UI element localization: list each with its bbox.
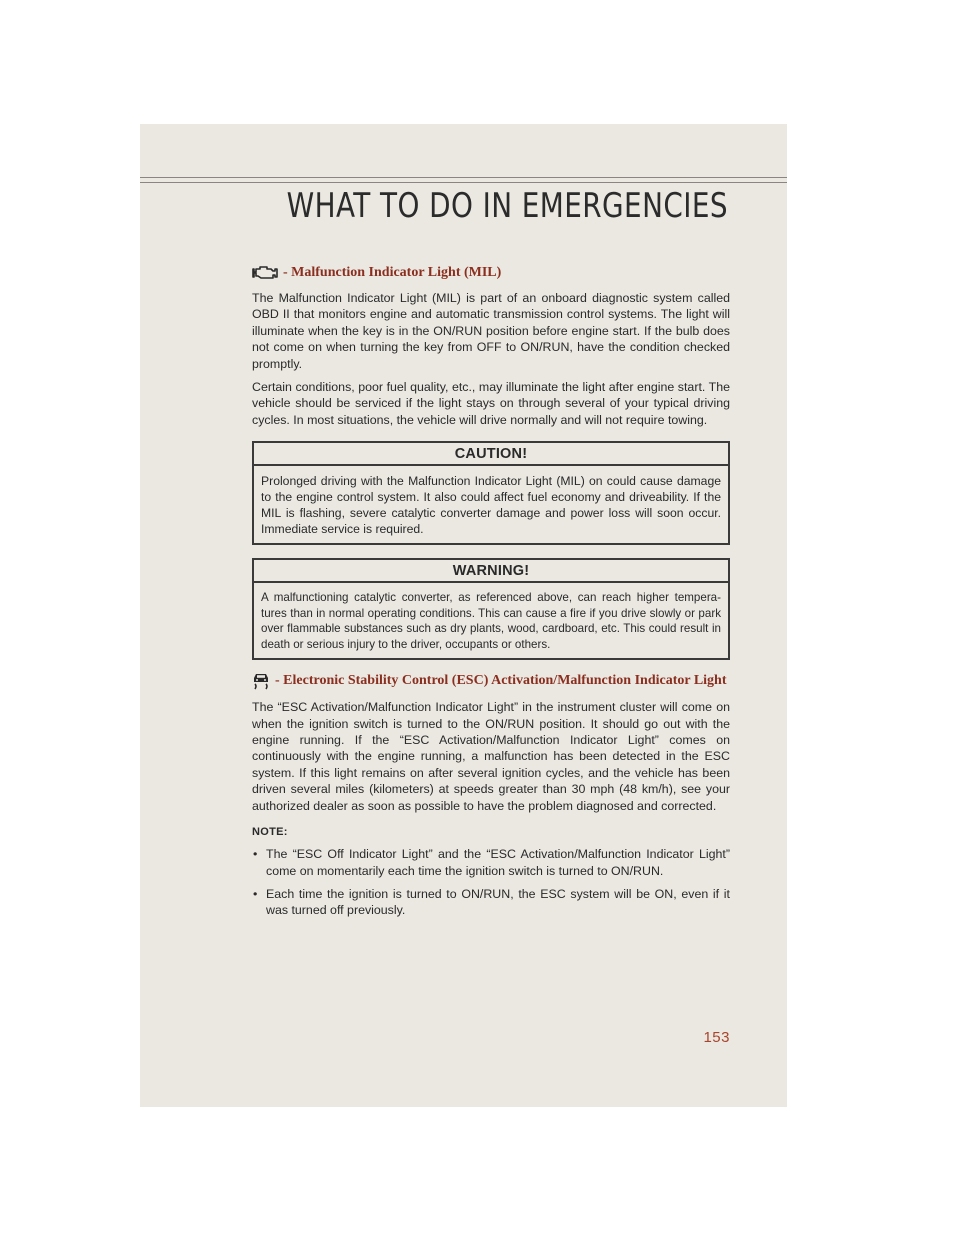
page-number: 153 bbox=[703, 1029, 730, 1046]
mil-paragraph-2: Certain conditions, poor fuel quality, etc., may illuminate the light after engine start. The vehicle should be serviced if the light stays on through several of your typical driving cycles. In most situations, the vehicle will drive normally and will not require towing. bbox=[252, 380, 730, 427]
mil-heading bbox=[252, 264, 730, 281]
caution-title: CAUTION! bbox=[254, 443, 728, 466]
caution-box bbox=[252, 441, 730, 545]
warning-text: A malfunctioning catalytic converter, as referenced above, can reach higher tempera-tures than in normal operating conditions. This can cause a fire if you drive slowly or park over flammable substances such as dry plants, wood, cardboard, etc. This could result in death or serious injury to the driver, occupants or others. bbox=[261, 591, 721, 651]
caution-text: Prolonged driving with the Malfunction Indicator Light (MIL) on could cause damage to the engine control system. It also could affect fuel economy and driveability. If the MIL is flashing, severe catalytic converter damage and power loss will soon occur. Immediate service is required. bbox=[261, 474, 721, 537]
list-item bbox=[252, 846, 730, 879]
header-rule-top bbox=[140, 177, 787, 178]
mil-paragraph-1: The Malfunction Indicator Light (MIL) is part of an onboard diagnostic system called OBD II that monitors engine and automatic transmission control systems. The light will illuminate when the key is in the ON/RUN position before engine start. If the bulb does not come on when turning the key from OFF to ON/RUN, have the condition checked promptly. bbox=[252, 291, 730, 371]
warning-title: WARNING! bbox=[254, 560, 728, 583]
esc-heading bbox=[252, 672, 730, 690]
note-list bbox=[252, 846, 730, 919]
skidding-car-icon bbox=[252, 672, 272, 690]
note-item-text: Each time the ignition is turned to ON/RUN, the ESC system will be ON, even if it was turned off previously. bbox=[266, 886, 730, 918]
warning-box bbox=[252, 558, 730, 660]
note-item-text: The “ESC Off Indicator Light” and the “ESC Activation/Malfunction Indicator Light” come on momentarily each time the ignition switch is turned to ON/RUN. bbox=[266, 847, 730, 878]
esc-paragraph: The “ESC Activation/Malfunction Indicator Light” in the instrument cluster will come on when the ignition switch is turned to the ON/RUN position. It should go out with the engine running. If the “ESC Activation/Malfunction Indicator Light” comes on continuously with the engine running, a malfunction has been detected in the ESC system. If this light remains on after several ignition cycles, and the vehicle has been driven several miles (kilometers) at speeds greater than 30 mph (48 km/h), see your authorized dealer as soon as possible to have the problem diagnosed and corrected. bbox=[252, 700, 730, 813]
bullet-icon: • bbox=[253, 847, 258, 862]
manual-page bbox=[140, 124, 787, 1107]
list-item bbox=[252, 886, 730, 919]
engine-icon bbox=[252, 264, 280, 281]
mil-heading-text: - Malfunction Indicator Light (MIL) bbox=[283, 264, 502, 280]
bullet-icon: • bbox=[253, 886, 258, 901]
header-rule-bottom bbox=[140, 182, 787, 183]
esc-heading-text: - Electronic Stability Control (ESC) Activation/Malfunction Indicator Light bbox=[275, 673, 727, 689]
content-column bbox=[252, 264, 730, 926]
note-label: NOTE: bbox=[252, 826, 288, 839]
section-title: WHAT TO DO IN EMERGENCIES bbox=[286, 186, 728, 226]
